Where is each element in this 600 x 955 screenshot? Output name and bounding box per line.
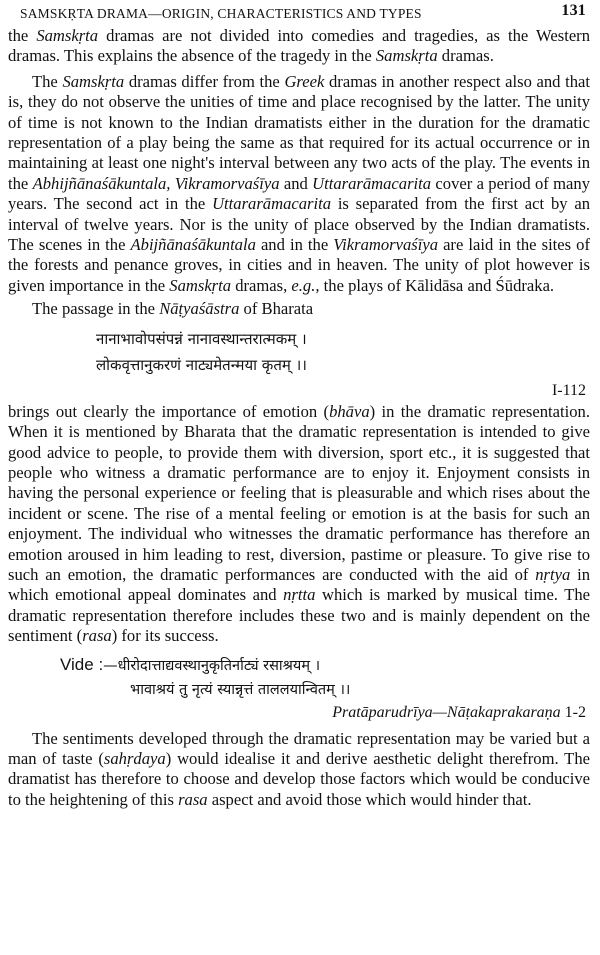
text-run: dramas, xyxy=(231,275,292,295)
sanskrit-verse-2 xyxy=(8,653,590,724)
text-run: ) would idealise it and derive aesthetic delight therefrom. The dramatist has therefore to choose and develop those factors which would be conducive to the heightening of this xyxy=(8,748,590,809)
text-run: The passage in the xyxy=(32,299,160,319)
italic-term: Samskṛta xyxy=(375,46,438,66)
italic-term: Nāṭyaśāstra xyxy=(159,299,240,319)
italic-term: bhāva xyxy=(329,401,370,421)
italic-term: Uttararāmacarita xyxy=(312,173,432,193)
text-run: is separated from the first act by an interval of twelve years. Nor is the unity of place observed by the Indian dramatists. The scenes in the xyxy=(8,194,590,255)
text-run: which is marked by musical time. The dramatic representation therefore includes these two and is mainly dependent on the sentiment ( xyxy=(8,585,591,646)
paragraph-1 xyxy=(8,26,590,67)
text-run: ) for its success. xyxy=(111,626,219,646)
verse-2-source xyxy=(8,702,590,724)
verse-2-line-2: भावाश्रयं तु नृत्यं स्यान्नृत्तं ताललयान्वितम् ।। xyxy=(130,681,351,698)
text-run: in which emotional appeal dominates and xyxy=(8,564,590,605)
italic-term: sahṛdaya xyxy=(103,748,166,768)
text-run: the plays of Kālidāsa and Śūdraka. xyxy=(319,275,555,295)
text-run: The sentiments developed through the dramatic representation may be varied but a man of taste ( xyxy=(8,728,590,768)
text-run: cover a period of many years. The second act in the xyxy=(8,173,591,214)
italic-term: Abijñānaśākuntala xyxy=(130,235,256,255)
text-run: ) in the dramatic representation. When it is mentioned by Bharata that the dramatic representation is intended to give good advice to people, to provide them with diversion, sport etc., it is suggested that people who witness a dramatic performance are to enjoy it. Enjoyment consists in having the personal experience or feeling that is pleasurable and which rises about the incident or scene. The rise of a mental feeling or emotion is at the basis for such an enjoyment. The individual who witnesses the dramatic performance has therefore an emotion aroused in him leading to rest, diversion, pastime or pleasure. To give rise to such an emotion, the dramatic performances are conducted with the aid of xyxy=(8,401,590,584)
verse-2-text-1: —धीरोदात्ताद्यवस्थानुकृतिर्नाट्यं रसाश्रयम् । xyxy=(103,657,321,674)
text-run: dramas. xyxy=(437,46,494,66)
italic-term: rasa xyxy=(178,789,208,809)
verse-1-line-1: नानाभावोपसंपन्नं नानावस्थान्तरात्मकम् । xyxy=(96,329,307,348)
text-run: dramas in another respect also and that is, they do not observe the unities of time and place recognised by the latter. The unity of time is not known to the Indian dramatists either in the duration for the dramatic representation of a play being the same as that required for its actual occurrence or in maintaining at least one night's interval between any two acts of the play. The events in the xyxy=(8,71,590,193)
italic-term: Greek xyxy=(284,71,325,91)
paragraph-5 xyxy=(8,729,590,811)
text-run: dramas are not divided into comedies and tragedies, as the Western dramas. This explains the absence of the tragedy in the xyxy=(8,26,591,66)
verse-2-source-number: 1-2 xyxy=(564,703,586,721)
paragraph-3 xyxy=(8,299,590,319)
verse-1-reference: I-112 xyxy=(551,381,586,399)
italic-term: Abhijñānaśākuntala, Vikramorvaśīya xyxy=(32,173,280,193)
italic-term: nṛtya xyxy=(535,564,571,584)
running-head xyxy=(8,0,590,26)
page-number: 131 xyxy=(561,2,586,19)
paragraph-4 xyxy=(8,402,590,647)
text-run: and xyxy=(279,173,313,193)
paragraph-2 xyxy=(8,72,590,296)
text-run: the xyxy=(8,26,37,45)
italic-term: nṛtta xyxy=(283,585,316,605)
verse-1-line-2: लोकवृत्तानुकरणं नाट्यमेतन्मया कृतम् ।। xyxy=(96,355,307,374)
italic-term: Vikramorvaśīya xyxy=(333,235,439,255)
verse-2-source-title: Pratāparudrīya—Nāṭakaprakaraṇa xyxy=(332,703,561,721)
text-run: of Bharata xyxy=(239,299,314,319)
text-run: brings out clearly the importance of emotion ( xyxy=(8,401,330,421)
italic-term: Samskṛta xyxy=(62,71,125,91)
verse-2-line-1 xyxy=(8,653,590,678)
sanskrit-verse-1 xyxy=(8,326,590,402)
italic-term: Samskṛta xyxy=(169,275,232,295)
text-run: dramas differ from the xyxy=(124,71,285,91)
italic-term: Uttararāmacarita xyxy=(212,194,332,214)
text-run: and in the xyxy=(255,235,334,255)
italic-term: rasa xyxy=(82,626,112,646)
italic-term: Samskṛta xyxy=(36,26,99,45)
running-title: SAMSKṚTA DRAMA—ORIGIN, CHARACTERISTICS AND TYPES xyxy=(20,6,422,21)
text-run: are laid in the sites of the forests and penance groves, in cities and in heaven. The unity of plot however is given importance in the xyxy=(8,235,590,295)
text-run: aspect and avoid those which would hinder that. xyxy=(207,789,532,809)
vide-label: Vide : xyxy=(60,654,104,674)
italic-term: e.g., xyxy=(291,275,320,295)
text-run: The xyxy=(32,71,63,91)
